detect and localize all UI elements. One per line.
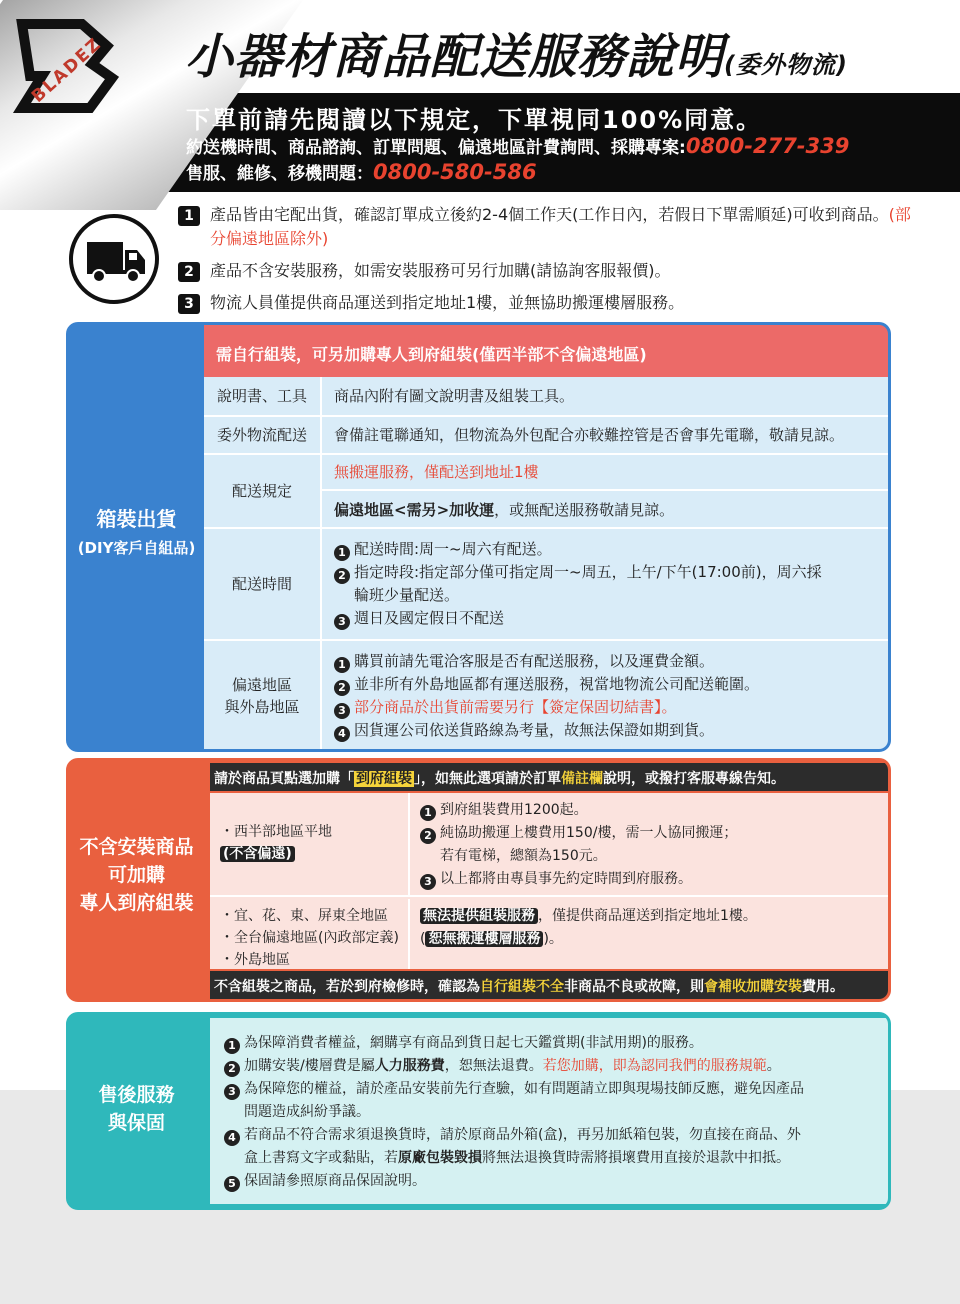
intro-point-2-text: 產品不含安裝服務，如需安裝服務可另行加購(請協詢客服報價)。 <box>210 261 671 280</box>
list-item-continued: 問題造成糾紛爭議。 <box>244 1104 370 1120</box>
list-item: 2 並非所有外島地區都有運送服務，視當地物流公司配送範圍。 <box>334 673 876 696</box>
list-item: 1 購買前請先電洽客服是否有配送服務，以及運費金額。 <box>334 650 876 673</box>
list-item: 無法提供組裝服務 ，僅提供商品運送到指定地址1樓。 <box>420 905 883 928</box>
region-west: ・西半部地區平地 (不含偏遠) <box>210 793 410 895</box>
section-installation <box>66 758 891 1002</box>
section-3-label: 售後服務 與保固 <box>98 1084 175 1134</box>
page-title-main: 小器材商品配送服務說明 <box>185 29 725 85</box>
region-remote: ・宜、花、東、屏東全地區 ・全台偏遠地區(內政部定義) ・外島地區 <box>210 899 410 969</box>
region-remote-details <box>412 899 891 957</box>
intro-point-2 <box>178 259 918 283</box>
section-2-top-bar: 請於商品頁點選加購「 到府組裝 」，如無此選項請於訂單備註欄說明，或撥打客服專線告知。 <box>210 763 891 791</box>
truck-icon <box>85 240 149 284</box>
row-value <box>322 455 888 527</box>
list-item: 3 為保障您的權益，請於產品安裝前先行查驗，如有問題請立即與現場技師反應，避免因產品 <box>224 1078 878 1101</box>
table-row <box>204 641 888 751</box>
point-number: 2 <box>178 262 200 282</box>
delivery-rule-2-bold: 偏遠地區<需另>加收運 <box>334 501 495 519</box>
row-label: 偏遠地區 與外島地區 <box>204 641 322 751</box>
table-row <box>204 417 888 455</box>
list-item: 3 以上都將由專員事先約定時間到府服務。 <box>420 868 883 891</box>
list-item: ( 恕無搬運樓層服務 )。 <box>420 931 563 947</box>
list-item: 2 指定時段:指定部分僅可指定周一~周五，上午/下午(17:00前)，周六採 <box>334 561 876 584</box>
row-label: 委外物流配送 <box>204 417 322 453</box>
section-2-label: 不含安裝商品 可加購 專人到府組裝 <box>79 836 194 914</box>
list-item: 1 為保障消費者權益，網購享有商品到貨日起七天鑑賞期(非試用期)的服務。 <box>224 1032 878 1055</box>
truck-badge <box>69 214 159 304</box>
list-item: 5 保固請參照原商品保固說明。 <box>224 1170 878 1193</box>
contact-2-phone[interactable]: 0800-580-586 <box>373 160 537 184</box>
contact-line-1 <box>186 133 849 158</box>
section-1-header: 需自行組裝，可另加購專人到府組裝(僅西半部不含偏遠地區) <box>204 325 891 377</box>
point-number: 3 <box>178 294 200 314</box>
delivery-rule-2 <box>334 491 876 522</box>
table-row <box>204 529 888 641</box>
list-item-continued: 若有電梯，總額為150元。 <box>440 848 607 864</box>
intro-point-3 <box>178 291 918 315</box>
list-item: 1 配送時間:周一~周六有配送。 <box>334 538 876 561</box>
point-number: 1 <box>178 206 200 226</box>
page-title <box>185 18 848 87</box>
list-item-continued: 輪班少量配送。 <box>354 586 460 604</box>
section-1-label <box>69 325 204 749</box>
row-value <box>322 641 888 751</box>
list-item: 3 部分商品於出貨前需要另行【簽定保固切結書】。 <box>334 696 876 719</box>
section-1-subtitle: (DIY客戶自組品) <box>77 539 196 557</box>
page-title-sub: (委外物流) <box>724 51 848 79</box>
row-value-text: 會備註電聯通知，但物流為外包配合亦較難控管是否會事先電聯，敬請見諒。 <box>334 425 845 444</box>
section-2-body <box>210 793 891 969</box>
contact-2-text: 售服、維修、移機問題： <box>186 164 373 184</box>
delivery-rule-2-rest: ，或無配送服務敬請見諒。 <box>494 501 675 519</box>
header <box>0 0 960 192</box>
section-1-table <box>204 377 888 751</box>
brand-name: BLADEZ <box>28 33 107 107</box>
list-item: 2 純協助搬運上樓費用150/樓，需一人協同搬運； <box>420 822 883 845</box>
list-item: 1 到府組裝費用1200起。 <box>420 799 883 822</box>
excluding-remote-badge: (不含偏遠) <box>220 846 295 862</box>
row-label: 配送規定 <box>204 455 322 527</box>
list-item: 2 加購安裝/樓層費是屬人力服務費，恕無法退費。若您加購，即為認同我們的服務規範。 <box>224 1055 878 1078</box>
row-value <box>322 417 888 453</box>
intro-point-1-text: 產品皆由宅配出貨，確認訂單成立後約2-4個工作天(工作日內，若假日下單需順延)可收到商品。 <box>210 205 889 224</box>
section-boxed-shipping <box>66 322 891 752</box>
section-after-sales <box>66 1012 891 1210</box>
row-label: 配送時間 <box>204 529 322 639</box>
notice-line: 下單前請先閱讀以下規定，下單視同100%同意。 <box>186 106 763 134</box>
table-row <box>210 793 891 897</box>
region-west-details <box>412 793 891 897</box>
intro-point-1-red: (部分偏遠地區除外) <box>210 205 911 248</box>
delivery-rule-1: 無搬運服務，僅配送到地址1樓 <box>322 455 888 491</box>
intro-points <box>178 203 918 323</box>
section-1-title: 箱裝出貨 <box>96 507 177 531</box>
row-value <box>322 377 888 415</box>
list-item-continued: 盒上書寫文字或黏貼，若原廠包裝毀損將無法退換貨時需將損壞費用直接於退款中扣抵。 <box>244 1150 790 1166</box>
intro-point-3-text: 物流人員僅提供商品運送到指定地址1樓，並無協助搬運樓層服務。 <box>210 293 685 312</box>
list-item: 4 若商品不符合需求須退換貨時，請於原商品外箱(盒)，再另加紙箱包裝，勿直接在商品、外 <box>224 1124 878 1147</box>
table-row <box>210 899 891 969</box>
list-item: 4 因貨運公司依送貨路線為考量，故無法保證如期到貨。 <box>334 719 876 742</box>
contact-1-phone[interactable]: 0800-277-339 <box>685 134 850 158</box>
row-value-text: 商品內附有圖文說明書及組裝工具。 <box>334 386 575 405</box>
table-row <box>204 455 888 529</box>
section-3-body <box>210 1018 888 1204</box>
contact-line-2 <box>186 159 537 184</box>
section-2-bottom-bar: 不含組裝之商品，若於到府檢修時，確認為自行組裝不全非商品不良或故障，則會補收加購安裝費用。 <box>210 971 891 999</box>
intro-point-1 <box>178 203 918 251</box>
contact-1-text: 約送機時間、商品諮詢、訂單問題、偏遠地區計費詢問、採購專案: <box>186 138 686 158</box>
table-row <box>204 377 888 417</box>
row-value <box>322 529 888 639</box>
list-item: 3 週日及國定假日不配送 <box>334 607 876 630</box>
brand-logo <box>0 0 180 192</box>
row-label: 說明書、工具 <box>204 377 322 415</box>
